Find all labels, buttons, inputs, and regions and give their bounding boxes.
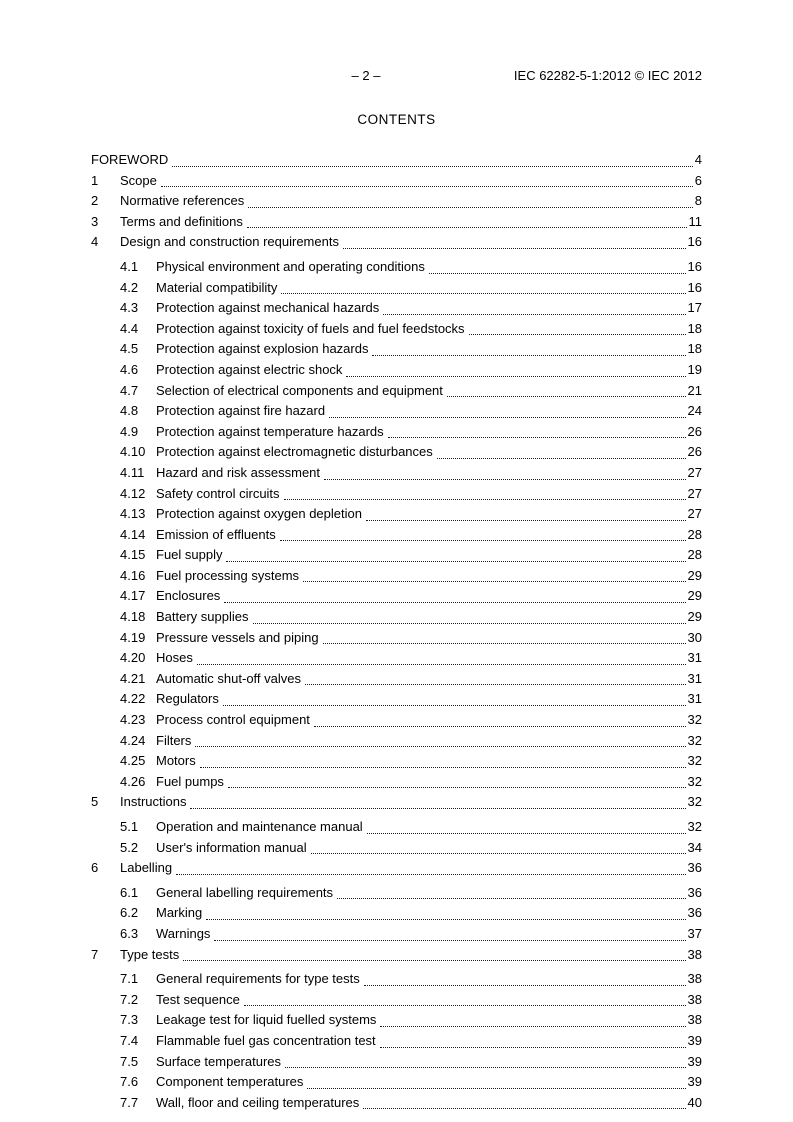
toc-title: Flammable fuel gas concentration test bbox=[156, 1032, 376, 1048]
toc-number: 5.2 bbox=[120, 839, 139, 855]
toc-title: Hazard and risk assessment bbox=[156, 464, 321, 480]
toc-entry bbox=[91, 422, 702, 443]
toc-entry bbox=[91, 484, 702, 505]
toc-dotted-leader bbox=[285, 1067, 686, 1068]
toc-entry bbox=[91, 319, 702, 340]
toc-page-number: 21 bbox=[687, 382, 702, 398]
toc-number: 7.4 bbox=[120, 1032, 139, 1048]
toc-title: Material compatibility bbox=[156, 279, 278, 295]
toc-page-number: 28 bbox=[687, 526, 702, 542]
toc-entry bbox=[91, 1072, 702, 1093]
toc-page-number: 16 bbox=[687, 234, 702, 250]
toc-entry bbox=[91, 171, 702, 192]
toc-page-number: 8 bbox=[694, 193, 702, 209]
toc-page-number: 26 bbox=[687, 423, 702, 439]
toc-number: 7.6 bbox=[120, 1074, 139, 1090]
toc-dotted-leader bbox=[437, 458, 686, 459]
toc-entry bbox=[91, 628, 702, 649]
toc-page-number: 39 bbox=[687, 1032, 702, 1048]
toc-number: 3 bbox=[91, 213, 99, 229]
toc-title: Leakage test for liquid fuelled systems bbox=[156, 1012, 377, 1028]
toc-page-number: 31 bbox=[687, 670, 702, 686]
toc-entry bbox=[91, 278, 702, 299]
page-header bbox=[91, 0, 702, 85]
toc-dotted-leader bbox=[228, 787, 686, 788]
toc-number: 7.1 bbox=[120, 971, 139, 987]
toc-title: Fuel pumps bbox=[156, 773, 224, 789]
toc-entry bbox=[91, 298, 702, 319]
toc-dotted-leader bbox=[172, 166, 692, 167]
toc-dotted-leader bbox=[195, 746, 685, 747]
toc-title: Motors bbox=[156, 753, 196, 769]
toc-number: 4.25 bbox=[120, 753, 146, 769]
toc-number: 6.1 bbox=[120, 884, 139, 900]
toc-dotted-leader bbox=[363, 1108, 685, 1109]
toc-dotted-leader bbox=[346, 376, 685, 377]
toc-entry bbox=[91, 339, 702, 360]
toc-number: 4.1 bbox=[120, 258, 139, 274]
toc-number: 4.11 bbox=[120, 464, 145, 480]
toc-entry bbox=[91, 1010, 702, 1031]
toc-entry bbox=[91, 401, 702, 422]
toc-page-number: 28 bbox=[687, 547, 702, 563]
toc-number: 4.14 bbox=[120, 526, 146, 542]
toc-page-number: 18 bbox=[687, 341, 702, 357]
toc-page-number: 32 bbox=[687, 773, 702, 789]
toc-number: 5.1 bbox=[120, 819, 139, 834]
toc-dotted-leader bbox=[311, 853, 686, 854]
toc-title: General requirements for type tests bbox=[156, 971, 360, 987]
toc-page-number: 36 bbox=[687, 905, 702, 921]
toc-page-number: 32 bbox=[687, 819, 702, 834]
toc-dotted-leader bbox=[366, 520, 686, 521]
toc-dotted-leader bbox=[253, 623, 686, 624]
toc-page-number: 32 bbox=[687, 732, 702, 748]
toc-number: 4.7 bbox=[120, 382, 139, 398]
toc-title: Terms and definitions bbox=[120, 213, 243, 229]
toc-number: 1 bbox=[91, 172, 99, 188]
toc-dotted-leader bbox=[367, 833, 686, 834]
toc-dotted-leader bbox=[190, 808, 685, 809]
toc-page-number: 24 bbox=[687, 403, 702, 419]
toc-dotted-leader bbox=[161, 186, 693, 187]
toc-title: Operation and maintenance manual bbox=[156, 819, 363, 834]
toc-number: 4.16 bbox=[120, 567, 146, 583]
toc-title: Type tests bbox=[120, 946, 180, 962]
toc-title: FOREWORD bbox=[91, 152, 169, 167]
toc-number: 4.15 bbox=[120, 547, 146, 563]
toc-entry bbox=[91, 607, 702, 628]
toc-title: Design and construction requirements bbox=[120, 234, 339, 250]
toc-dotted-leader bbox=[226, 561, 685, 562]
toc-number: 4.4 bbox=[120, 320, 139, 336]
toc-page-number: 32 bbox=[687, 794, 702, 810]
toc-page-number: 16 bbox=[687, 279, 702, 295]
toc-title: Component temperatures bbox=[156, 1074, 304, 1090]
toc-entry bbox=[91, 903, 702, 924]
toc-page-number: 19 bbox=[687, 361, 702, 377]
toc-entry bbox=[91, 212, 702, 233]
toc-entry bbox=[91, 257, 702, 278]
toc-dotted-leader bbox=[380, 1047, 686, 1048]
toc-page-number: 38 bbox=[687, 971, 702, 987]
toc-title: Protection against temperature hazards bbox=[156, 423, 384, 439]
toc-title: Marking bbox=[156, 905, 203, 921]
toc-title: Wall, floor and ceiling temperatures bbox=[156, 1094, 360, 1110]
toc-page-number: 29 bbox=[687, 588, 702, 604]
toc-page-number: 11 bbox=[688, 213, 702, 229]
toc-number: 4.18 bbox=[120, 609, 146, 625]
toc-dotted-leader bbox=[206, 919, 685, 920]
toc-entry bbox=[91, 751, 702, 772]
toc-page-number: 17 bbox=[687, 300, 702, 316]
toc-dotted-leader bbox=[183, 960, 685, 961]
toc-number: 4.23 bbox=[120, 712, 146, 728]
toc-title: Safety control circuits bbox=[156, 485, 280, 501]
toc-dotted-leader bbox=[223, 705, 686, 706]
toc-number: 4.2 bbox=[120, 279, 139, 295]
toc-dotted-leader bbox=[364, 985, 686, 986]
toc-list bbox=[91, 150, 702, 1113]
toc-page-number: 27 bbox=[687, 506, 702, 522]
toc-entry bbox=[91, 883, 702, 904]
toc-title: Protection against electromagnetic disturbances bbox=[156, 444, 433, 460]
toc-entry bbox=[91, 772, 702, 793]
toc-page-number: 30 bbox=[687, 629, 702, 645]
toc-number: 7.5 bbox=[120, 1053, 139, 1069]
toc-page-number: 26 bbox=[687, 444, 702, 460]
toc-number: 4.19 bbox=[120, 629, 146, 645]
toc-number: 2 bbox=[91, 193, 99, 209]
toc-title: Surface temperatures bbox=[156, 1053, 282, 1069]
toc-title: Enclosures bbox=[156, 588, 221, 604]
document-reference: IEC 62282-5-1:2012 © IEC 2012 bbox=[513, 68, 702, 83]
toc-entry bbox=[91, 969, 702, 990]
toc-dotted-leader bbox=[284, 499, 686, 500]
toc-dotted-leader bbox=[372, 355, 685, 356]
toc-page-number: 27 bbox=[687, 464, 702, 480]
toc-number: 4.5 bbox=[120, 341, 139, 357]
toc-dotted-leader bbox=[324, 479, 686, 480]
toc-title: Hoses bbox=[156, 650, 193, 666]
toc-number: 4.8 bbox=[120, 403, 139, 419]
toc-title: Normative references bbox=[120, 193, 245, 209]
toc-page-number: 31 bbox=[687, 691, 702, 707]
toc-dotted-leader bbox=[200, 767, 686, 768]
toc-page-number: 18 bbox=[687, 320, 702, 336]
toc-entry bbox=[91, 525, 702, 546]
toc-entry bbox=[91, 504, 702, 525]
toc-entry bbox=[91, 381, 702, 402]
toc-dotted-leader bbox=[380, 1026, 685, 1027]
toc-title: Pressure vessels and piping bbox=[156, 629, 319, 645]
toc-number: 4.24 bbox=[120, 732, 146, 748]
toc-title: User's information manual bbox=[156, 839, 307, 855]
toc-page-number: 32 bbox=[687, 753, 702, 769]
toc-number: 7.7 bbox=[120, 1094, 139, 1110]
page-number-label: – 2 – bbox=[351, 68, 381, 83]
toc-dotted-leader bbox=[323, 643, 686, 644]
toc-title: Scope bbox=[120, 172, 157, 188]
toc-entry bbox=[91, 191, 702, 212]
toc-title: General labelling requirements bbox=[156, 884, 334, 900]
toc-dotted-leader bbox=[329, 417, 685, 418]
toc-number: 7 bbox=[91, 946, 99, 962]
toc-number: 4.26 bbox=[120, 773, 146, 789]
toc-entry bbox=[91, 669, 702, 690]
toc-dotted-leader bbox=[248, 207, 692, 208]
toc-dotted-leader bbox=[214, 940, 685, 941]
toc-page-number: 29 bbox=[687, 567, 702, 583]
toc-page-number: 6 bbox=[694, 172, 702, 188]
toc-dotted-leader bbox=[383, 314, 685, 315]
toc-number: 4 bbox=[91, 234, 99, 250]
toc-title: Labelling bbox=[120, 860, 173, 876]
toc-title: Automatic shut-off valves bbox=[156, 670, 301, 686]
toc-title: Instructions bbox=[120, 794, 187, 810]
toc-entry bbox=[91, 150, 702, 171]
toc-entry bbox=[91, 586, 702, 607]
toc-entry bbox=[91, 442, 702, 463]
toc-title: Fuel supply bbox=[156, 547, 223, 563]
toc-number: 4.9 bbox=[120, 423, 139, 439]
toc-entry bbox=[91, 710, 702, 731]
toc-entry bbox=[91, 792, 702, 813]
toc-entry bbox=[91, 1093, 702, 1114]
toc-title: Selection of electrical components and equipment bbox=[156, 382, 443, 398]
toc-dotted-leader bbox=[224, 602, 685, 603]
toc-page-number: 39 bbox=[687, 1074, 702, 1090]
toc-number: 5 bbox=[91, 794, 99, 810]
toc-dotted-leader bbox=[307, 1088, 685, 1089]
toc-title: Protection against toxicity of fuels and fuel feedstocks bbox=[156, 320, 465, 336]
toc-number: 4.20 bbox=[120, 650, 146, 666]
toc-title: Emission of effluents bbox=[156, 526, 276, 542]
toc-dotted-leader bbox=[197, 664, 686, 665]
toc-page-number: 34 bbox=[687, 839, 702, 855]
toc-title: Battery supplies bbox=[156, 609, 249, 625]
toc-entry bbox=[91, 232, 702, 253]
toc-title: Protection against oxygen depletion bbox=[156, 506, 362, 522]
toc-title: Physical environment and operating conditions bbox=[156, 258, 425, 274]
toc-dotted-leader bbox=[447, 396, 686, 397]
toc-page-number: 29 bbox=[687, 609, 702, 625]
toc-dotted-leader bbox=[247, 227, 687, 228]
toc-entry bbox=[91, 648, 702, 669]
toc-dotted-leader bbox=[281, 293, 685, 294]
toc-page-number: 40 bbox=[687, 1094, 702, 1110]
toc-number: 4.10 bbox=[120, 444, 146, 460]
toc-number: 7.2 bbox=[120, 991, 139, 1007]
toc-number: 4.22 bbox=[120, 691, 146, 707]
toc-dotted-leader bbox=[176, 874, 685, 875]
toc-title: Test sequence bbox=[156, 991, 240, 1007]
toc-page-number: 27 bbox=[687, 485, 702, 501]
toc-number: 4.21 bbox=[120, 670, 146, 686]
toc-page-number: 38 bbox=[687, 1012, 702, 1028]
toc-number: 4.13 bbox=[120, 506, 146, 522]
toc-title: Filters bbox=[156, 732, 192, 748]
toc-number: 4.17 bbox=[120, 588, 146, 604]
toc-dotted-leader bbox=[314, 726, 686, 727]
toc-page-number: 36 bbox=[687, 884, 702, 900]
toc-title: Protection against mechanical hazards bbox=[156, 300, 380, 316]
toc-entry bbox=[91, 463, 702, 484]
toc-number: 4.12 bbox=[120, 485, 146, 501]
toc-entry bbox=[91, 858, 702, 879]
toc-page-number: 31 bbox=[687, 650, 702, 666]
toc-entry bbox=[91, 731, 702, 752]
toc-dotted-leader bbox=[303, 581, 685, 582]
toc-number: 4.3 bbox=[120, 300, 139, 316]
toc-number: 6.3 bbox=[120, 925, 139, 941]
toc-entry bbox=[91, 1031, 702, 1052]
toc-page-number: 37 bbox=[687, 925, 702, 941]
toc-dotted-leader bbox=[388, 437, 686, 438]
toc-entry bbox=[91, 817, 702, 838]
toc-entry bbox=[91, 1052, 702, 1073]
toc-number: 6 bbox=[91, 860, 99, 876]
toc-page-number: 4 bbox=[694, 152, 702, 167]
toc-page-number: 39 bbox=[687, 1053, 702, 1069]
toc-title: Warnings bbox=[156, 925, 211, 941]
toc-entry bbox=[91, 689, 702, 710]
toc-dotted-leader bbox=[337, 898, 685, 899]
toc-number: 6.2 bbox=[120, 905, 139, 921]
toc-title: Regulators bbox=[156, 691, 219, 707]
toc-page-number: 38 bbox=[687, 946, 702, 962]
toc-title: Protection against electric shock bbox=[156, 361, 343, 377]
toc-dotted-leader bbox=[469, 334, 686, 335]
toc-title: Protection against explosion hazards bbox=[156, 341, 369, 357]
toc-page-number: 16 bbox=[687, 258, 702, 274]
toc-dotted-leader bbox=[244, 1005, 686, 1006]
toc-number: 4.6 bbox=[120, 361, 139, 377]
toc-entry bbox=[91, 566, 702, 587]
toc-entry bbox=[91, 990, 702, 1011]
toc-dotted-leader bbox=[343, 248, 686, 249]
toc-entry bbox=[91, 924, 702, 945]
toc-title: Process control equipment bbox=[156, 712, 310, 728]
toc-page-number: 36 bbox=[687, 860, 702, 876]
toc-dotted-leader bbox=[280, 540, 686, 541]
toc-entry bbox=[91, 545, 702, 566]
contents-title: CONTENTS bbox=[357, 112, 436, 127]
toc-entry bbox=[91, 945, 702, 966]
toc-page-number: 32 bbox=[687, 712, 702, 728]
toc-entry bbox=[91, 838, 702, 859]
toc-entry bbox=[91, 360, 702, 381]
toc-dotted-leader bbox=[305, 684, 686, 685]
toc-dotted-leader bbox=[429, 273, 686, 274]
toc-number: 7.3 bbox=[120, 1012, 139, 1028]
toc-title: Protection against fire hazard bbox=[156, 403, 326, 419]
toc-page-number: 38 bbox=[687, 991, 702, 1007]
toc-title: Fuel processing systems bbox=[156, 567, 300, 583]
